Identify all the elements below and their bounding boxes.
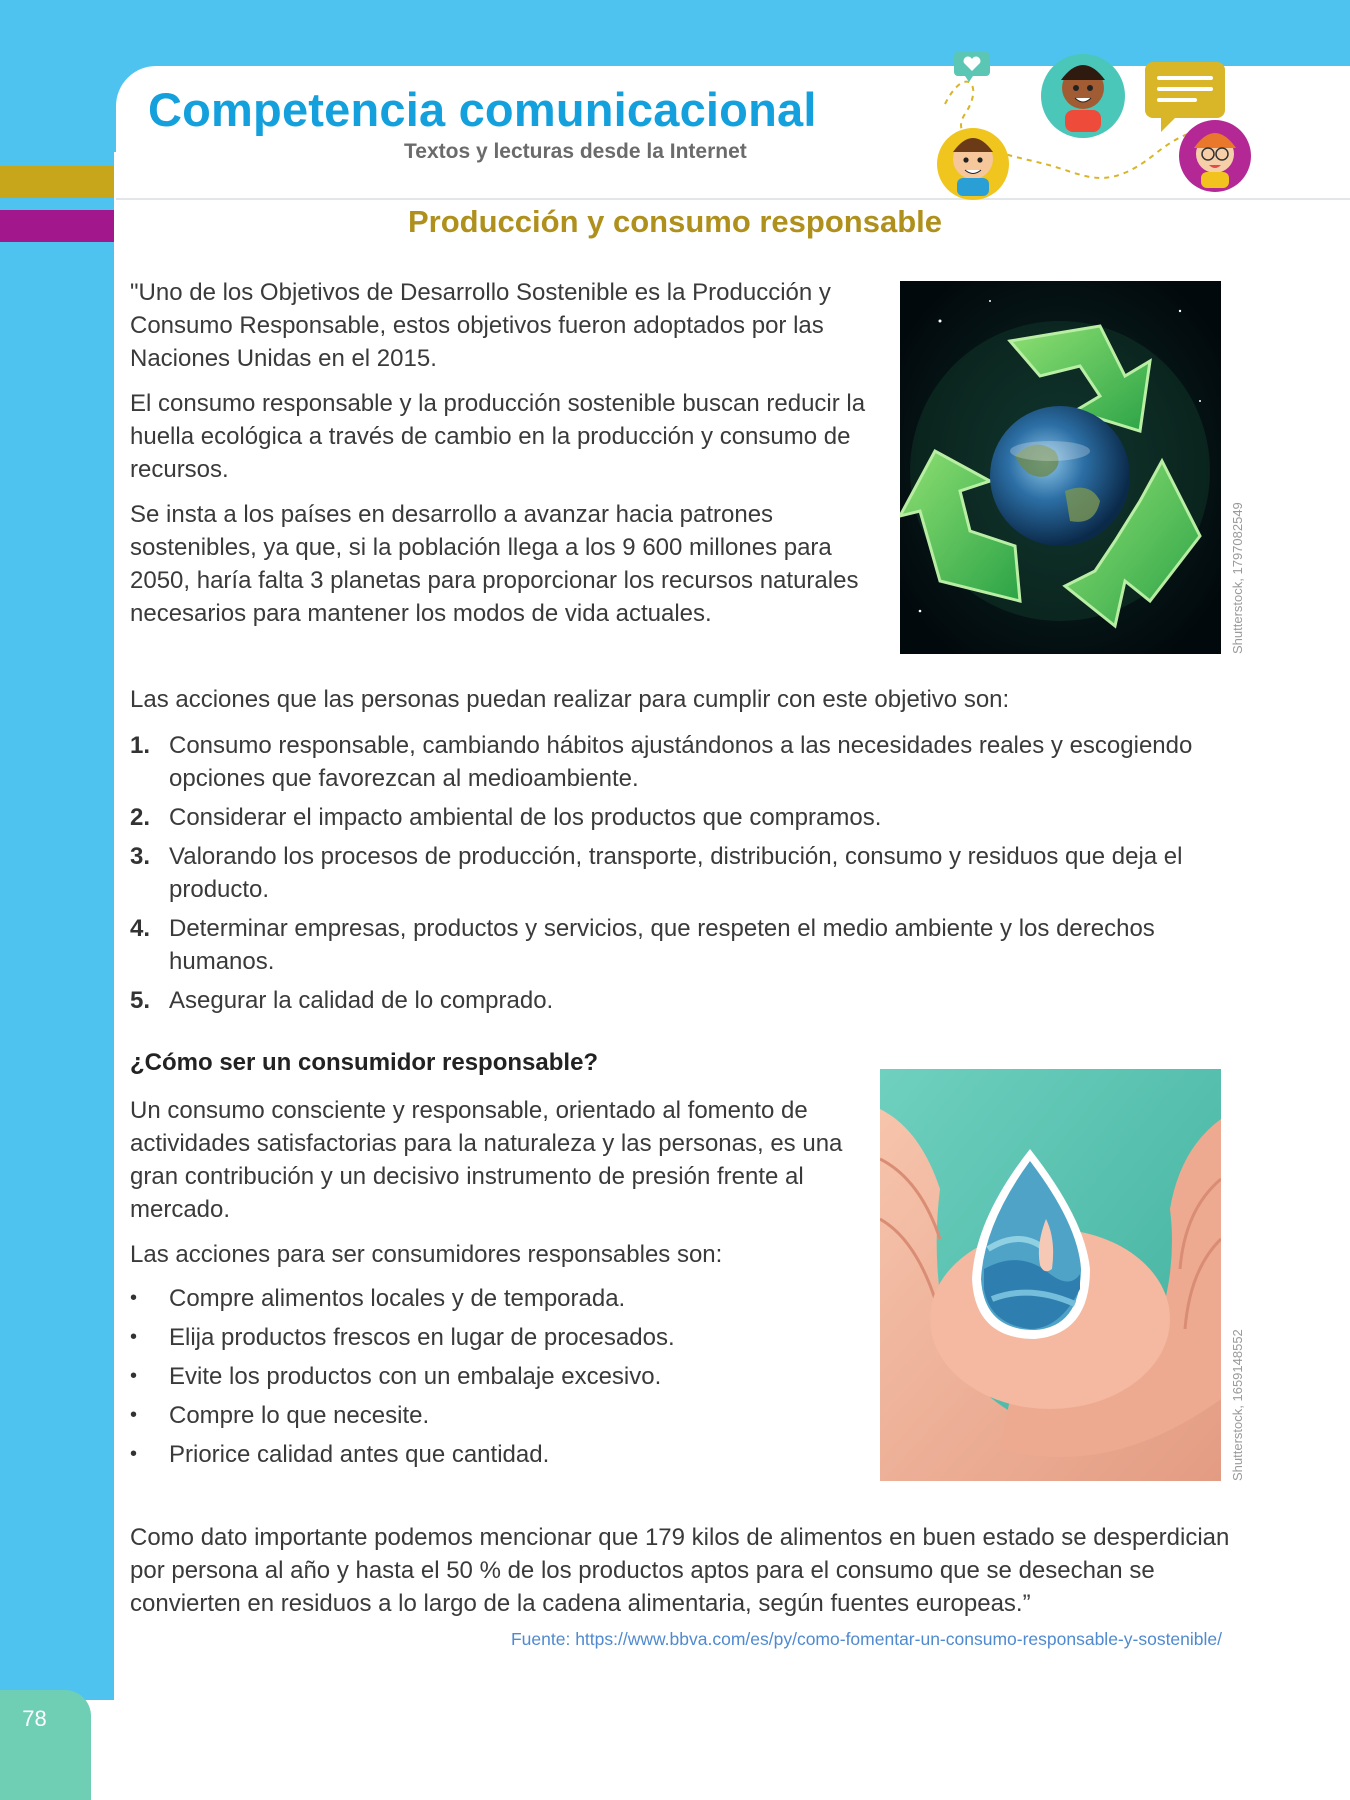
list-item: • Evite los productos con un embalaje excesivo.: [130, 1360, 860, 1393]
kid-avatar-icon: [1179, 120, 1251, 192]
gold-stripe: [0, 166, 114, 198]
heart-bubble-icon: [954, 52, 990, 82]
list-item: • Priorice calidad antes que cantidad.: [130, 1438, 860, 1471]
page-number: 78: [22, 1706, 47, 1731]
list-item: [130, 984, 1230, 1017]
left-color-band: [0, 152, 114, 1700]
intro-paragraph: "Uno de los Objetivos de Desarrollo Sostenible es la Producción y Consumo Responsable, estos objetivos fueron adoptados por las Naciones Unidas en el 2015.: [130, 279, 831, 372]
hands-water-drop-photo: [880, 1069, 1221, 1481]
item-number: 3.: [130, 843, 151, 870]
source-link[interactable]: Fuente: https://www.bbva.com/es/py/como-fomentar-un-consumo-responsable-y-sostenible/: [510, 1629, 1222, 1649]
recycle-earth-photo: [900, 281, 1221, 654]
item-number: 5.: [130, 987, 151, 1014]
closing-paragraph: Como dato importante podemos mencionar que 179 kilos de alimentos en buen estado se desperdician por persona al año y hasta el 50 % de los productos aptos para el consumo que se desechan se convierten en residuos a lo largo de la cadena alimentaria, según fuentes europeas.”: [130, 1524, 1230, 1617]
item-text: Consumo responsable, cambiando hábitos ajustándonos a las necesidades reales y escogiendo opciones que favorezcan al medioambiente.: [169, 732, 1193, 792]
list-item: • Compre lo que necesite.: [130, 1399, 860, 1432]
item-number: 1.: [130, 732, 151, 759]
image-credit: Shutterstock, 1797082549: [1230, 502, 1245, 654]
section-subtitle: Textos y lecturas desde la Internet: [404, 140, 747, 163]
item-number: 2.: [130, 804, 151, 831]
list-item: [130, 912, 1230, 978]
intro-paragraph: Se insta a los países en desarrollo a avanzar hacia patrones sostenibles, ya que, si la población llega a los 9 600 millones para 2050, haría falta 3 planetas para proporcionar los recursos naturales necesarios para mantener los modos de vida actuales.: [130, 501, 859, 627]
item-text: Valorando los procesos de producción, transporte, distribución, consumo y residuos que deja el producto.: [169, 843, 1183, 903]
item-text: Considerar el impacto ambiental de los productos que compramos.: [169, 804, 882, 831]
consumer-bullets: [130, 1282, 860, 1477]
item-text: Asegurar la calidad de lo comprado.: [169, 987, 554, 1014]
actions-intro: Las acciones que las personas puedan realizar para cumplir con este objetivo son:: [130, 686, 1010, 713]
list-item: • Compre alimentos locales y de temporada.: [130, 1282, 860, 1315]
consumer-paragraph: Un consumo consciente y responsable, orientado al fomento de actividades satisfactorias para la naturaleza y las personas, es una gran contribución y un decisivo instrumento de presión frente al mercado.: [130, 1097, 843, 1223]
consumer-text: [130, 1094, 860, 1283]
consumer-heading: ¿Cómo ser un consumidor responsable?: [130, 1049, 599, 1076]
intro-paragraph: El consumo responsable y la producción sostenible buscan reducir la huella ecológica a través de cambio en la producción y consumo de recursos.: [130, 390, 866, 483]
item-number: 4.: [130, 915, 151, 942]
kids-chat-illustration: [925, 44, 1255, 204]
image-credit: Shutterstock, 1659148552: [1230, 1329, 1245, 1481]
page-title: Producción y consumo responsable: [407, 204, 942, 239]
intro-text: [130, 276, 870, 642]
kid-avatar-icon: [937, 128, 1009, 200]
actions-list: [130, 729, 1230, 1023]
consumer-paragraph: Las acciones para ser consumidores responsables son:: [130, 1241, 723, 1268]
list-item: • Elija productos frescos en lugar de procesados.: [130, 1321, 860, 1354]
list-item: [130, 801, 1230, 834]
item-text: Determinar empresas, productos y servicios, que respeten el medio ambiente y los derechos humanos.: [169, 915, 1155, 975]
kid-avatar-icon: [1041, 54, 1125, 138]
list-item: [130, 840, 1230, 906]
section-title: Competencia comunicacional: [148, 83, 817, 136]
list-item: [130, 729, 1230, 795]
